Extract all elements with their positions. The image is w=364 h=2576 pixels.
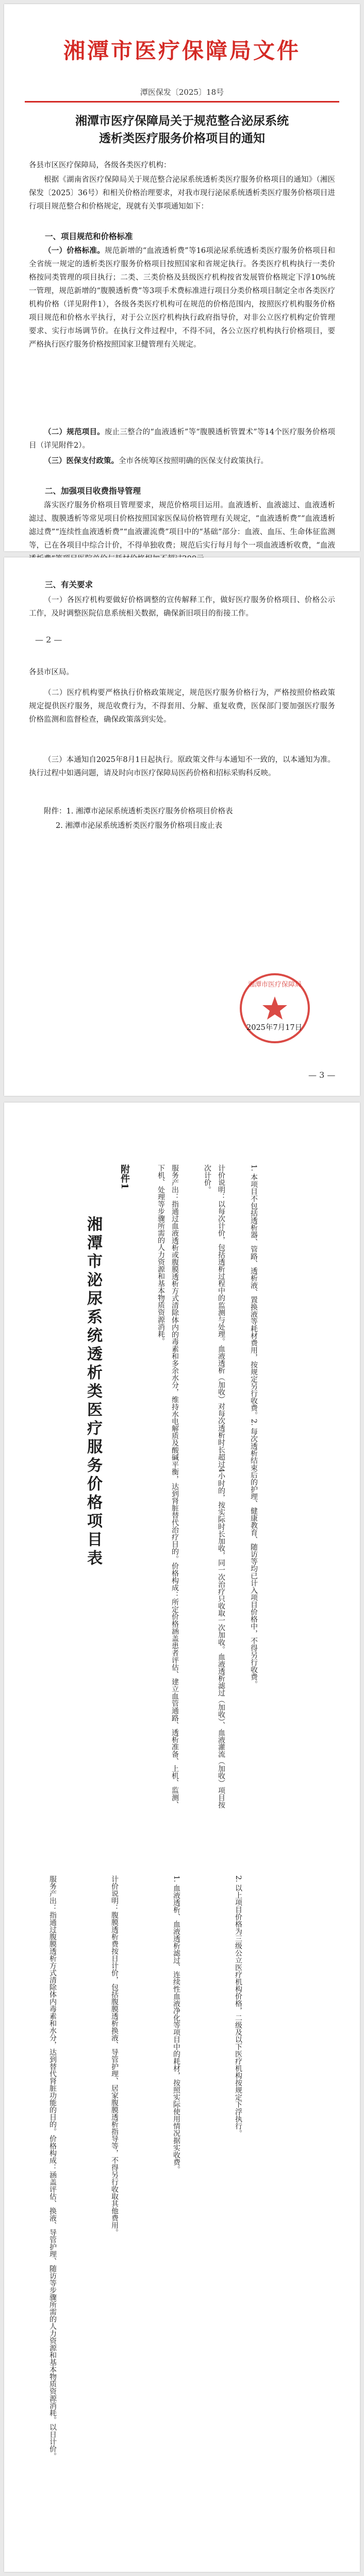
section-2-paragraph: 落实医疗服务价格项目管理要求，规范价格项目运用。血液透析、血液滤过、血液透析滤过、腹膜透析等常见项目价格按照国家医保局价格管理有关规定，“血液透析费”“血液透析滤过费”“连续性血液透析费”“血液灌流费”项目中的“基础”部分：血液、血压、生命体征监测等，已在各项目中综合计价，不得单独收费；规范后实行每月每个一项血液透析收费，“血液: [29, 501, 335, 550]
document-page-1: [4, 4, 360, 551]
page-2-continuation: 各县市区局。: [29, 668, 74, 676]
section-1-3-label: （三）医保支付政策。: [44, 456, 119, 465]
page-number-2: — 2 —: [35, 635, 62, 645]
section-1-1-paragraph: [29, 244, 335, 351]
section-3-1-paragraph: （一）各医疗机构要做好价格调整的宣传解释工作，做好医疗服务价格项目、价格公示工作，及时调整医院信息系统相关数据，确保新旧项目的衔接工作。: [29, 596, 335, 618]
intro-paragraph: 根据《湖南省医疗保障局关于规范整合泌尿系统透析类医疗服务价格项目的通知》（湘医保发〔2025〕36号）和相关价格治理要求，对我市现行泌尿系统透析类医疗服务价格项目进行项目规范整合和价格规定，现就有关事项通知如下：: [29, 176, 335, 211]
seal-org-name: 湘潭市医疗保障局: [247, 981, 302, 989]
annex-text-column-e: 计价说明：腹膜透析费按日计价，包括腹膜透析换液、导管护理、居家腹膜透析指导等，不得另行收取其他费用。: [110, 1875, 119, 2236]
attachment-2: 2. 湘潭市泌尿系统透析类医疗服务价格项目废止表: [56, 822, 222, 830]
annex-text-column-c: 1. 本项目不包括透析器、管路、透析液、置换液等耗材费用，按规定另行收费。2. 每次透析结束后的护理、健康教育、随访等均已计入项目价格中，不得另行收费。: [250, 1164, 258, 1688]
document-page-annex: [4, 1103, 360, 2572]
annex-text-column-d: 服务产出：指通过腹膜透析方式清除体内毒素和水分，达到替代肾脏功能的目的。价格构成：涵盖评估、换液、导管护理、随访等步骤所需的人力资源和基本物质资源消耗。以日计价。: [48, 1875, 57, 2460]
section-1-1-text: 规范新增的“血液透析费”等16项泌尿系统透析类医疗服务价格项目和全省统一规定的透析类医疗服务价格项目按照国家和省规定执行。各类医疗机构执行一类价格按同类管理的项目执行；二类、三类价格及县级医疗机构按省发展管价格规定下浮10%统一管理，规范新增的“腹膜透析费”等3项手术费标准进行项目分类价格项目制定全市各类医疗机构价格（详见附件1），各级各类医疗机构可在规范的价格范围内，按照医疗机构服务价格项目规范和价格水平执行，对于公立医疗机构执行政府指导价，对非公立医疗机构定价管理要求、实行市场调节价。在执行文件过程中，不得不同，各公立医疗机构执行价格项目，要严格执行医疗服务价格按照国家卫健管理有关规定。: [29, 247, 335, 349]
section-3-2-paragraph: （二）医疗机构要严格执行价格政策规定，规范医疗服务价格行为，严格按照价格政策规定提供医疗服务，规范收费行为，不得套用、分解、重复收费，医保部门要加强医疗服务价格监测和监督检查，确保政策落到实处。: [29, 689, 335, 724]
annex-text-column-b: 计价说明：以每次计价，包括透析过程中的监测与处理。血液透析（加收）对每次透析时长超过4小时的，按实际时长加收，同一次治疗只收取一次加收。血液透析滤过（加收）、血液灌流（加收）项目按次计价。: [203, 1164, 225, 1808]
attachments-list: [29, 805, 335, 818]
annex-text-column-a: 服务产出：指通过血液透析或腹膜透析方式清除体内的毒素和多余水分，维持水电解质及酸碱平衡，达到肾脏替代治疗目的。价格构成：所定价格涵盖患者评估、建立血管通路、透析准备、上机、监测、下机、处理等步骤所需的人力资源和基本物质资源消耗。: [157, 1164, 179, 1808]
annex-title: 湘潭市泌尿系统透析类医疗服务价格项目表: [84, 1216, 102, 1568]
signature-date: 2025年7月17日: [246, 1024, 303, 1032]
annex-text-column-g: 2. 以上项目价格为三级公立医疗机构价格，二级及以下医疗机构按规定下浮执行。: [234, 1875, 242, 2137]
section-1-2-label: （二）规范项目。: [44, 428, 105, 436]
section-3-heading: 三、有关要求: [45, 580, 93, 589]
section-1-heading: 一、项目规范和价格标准: [45, 231, 133, 241]
section-2-heading: 二、加强项目收费指导管理: [45, 486, 141, 496]
annex-rotated-content: [4, 1103, 360, 2572]
annex-label: 附件1: [119, 1164, 130, 1190]
section-3-3-paragraph: （三）本通知自2025年8月1日起执行。原政策文件与本通知不一致的，以本通知为准。执行过程中如遇问题，请及时向市医疗保障局医药价格和招标采购科反映。: [29, 756, 335, 777]
attachments-label: 附件：: [44, 807, 67, 816]
document-header: 湘潭市医疗保障局文件: [63, 38, 301, 63]
annex-text-column-f: 1. 血液透析、血液透析滤过、连续性血液净化等项目中的耗材，按照实际使用情况据实收费。: [172, 1875, 180, 2173]
document-page-2: [4, 557, 360, 1096]
section-1-2-text: 废止三整合的“血液透析”等“腹膜透析管置术”等14个医疗服务价格项目（详见附件2）。: [29, 428, 336, 450]
title-line-2: 透析类医疗服务价格项目的通知: [99, 131, 265, 145]
document-number: 潭医保发〔2025〕18号: [140, 88, 224, 97]
page-number-3: — 3 —: [308, 1070, 336, 1080]
title-line-1: 湘潭市医疗保障局关于规范整合泌尿系统: [75, 114, 289, 128]
section-1-1-label: （一）价格标准。: [44, 246, 105, 255]
section-1-2-paragraph: [29, 426, 335, 452]
section-1-3-paragraph: [29, 454, 335, 468]
red-divider-line: [25, 101, 339, 103]
section-1-3-text: 全市各统筹区按照明确的医保支付政策执行。: [119, 457, 268, 465]
attachment-1: 1. 湘潭市泌尿系统透析类医疗服务价格项目价格表: [66, 807, 233, 816]
recipient-line: 各县市区医疗保障局，各级各类医疗机构：: [29, 161, 171, 170]
document-title: [25, 112, 339, 147]
